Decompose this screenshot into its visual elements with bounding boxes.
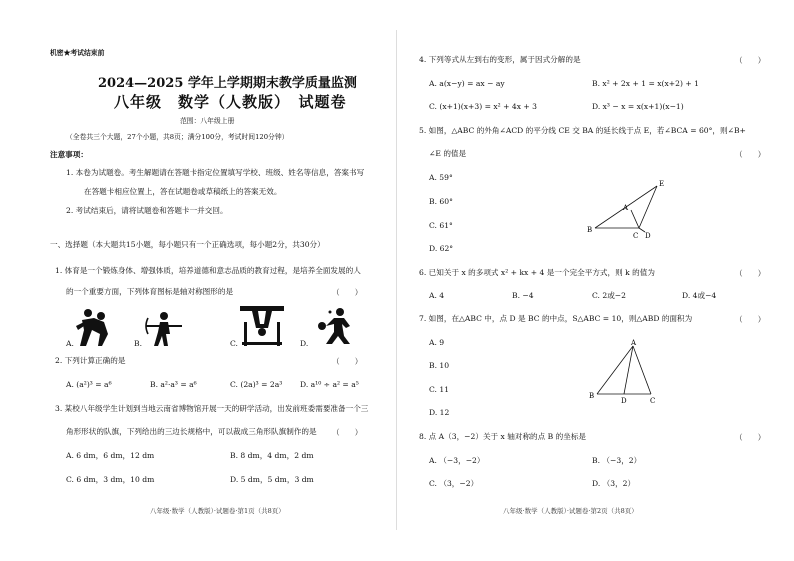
question-1-line1: 1. 体育是一个锻炼身体、增强体质，培养道德和意志品质的教育过程，是培养全面发展的人 [55,266,361,275]
q7-triangle-figure [587,338,667,406]
table-tennis-icon [316,306,360,346]
question-3-line2: 角形形状的队旗，下列给出的三边长规格中，可以裁成三角形队旗制作的是 [66,427,317,436]
answer-paren: （ ） [735,269,766,278]
notice-1a: 1. 本卷为试题卷。考生解题请在答题卡指定位置填写学校、班级、姓名等信息，答案书写 [66,168,365,177]
question-3-line1: 3. 某校八年级学生计划到当地云南省博物馆开展一天的研学活动，出发前班委需要准备一个三 [55,404,369,413]
exam-scope: 范围：八年级上册 [180,117,235,125]
q6-option-a: A. 4 [429,291,445,300]
answer-paren: （ ） [332,288,363,297]
answer-paren: （ ） [735,150,766,159]
answer-paren: （ ） [735,433,766,442]
q3-option-c: C. 6 dm，3 dm，10 dm [66,475,155,484]
question-2: 2. 下列计算正确的是 [55,356,126,365]
q4-option-a: A. a(x−y) = ax − ay [429,79,505,88]
label-a: A [623,204,629,212]
q3-option-b: B. 8 dm，4 dm，2 dm [230,451,314,460]
exam-subtitle: 八年级 数学（人教版） 试题卷 [114,93,347,111]
question-6: 6. 已知关于 x 的多项式 x² + kx + 4 是一个完全平方式，则 k 的值为 [419,268,655,277]
question-5-line2: ∠E 的值是 [429,149,467,158]
answer-paren: （ ） [332,357,363,366]
label-e: E [659,180,665,188]
label-a: A [631,339,637,347]
page-2 [397,0,794,561]
q1-option-c: C. [230,339,238,348]
label-d: D [621,397,627,405]
q4-option-b: B. x² + 2x + 1 = x(x+2) + 1 [592,79,699,88]
answer-paren: （ ） [735,315,766,324]
q8-option-d: D. （3，2） [592,479,636,488]
label-d: D [645,232,651,240]
notice-title: 注意事项： [50,150,88,159]
question-1-line2: 的一个重要方面，下列体育图标是轴对称图形的是 [66,287,234,296]
answer-paren: （ ） [332,428,363,437]
question-7: 7. 如图，在△ABC 中，点 D 是 BC 的中点，S△ABC = 10，则△ABD 的面积为 [419,314,693,323]
q2-option-c: C. (2a)³ = 2a³ [230,380,283,389]
q3-option-d: D. 5 dm，5 dm，3 dm [230,475,314,484]
q5-option-c: C. 61° [429,221,453,230]
notice-1b: 在答题卡相应位置上，答在试题卷或草稿纸上的答案无效。 [84,187,282,196]
q6-option-d: D. 4或−4 [682,291,717,300]
section-1-heading: 一、选择题（本大题共15小题，每小题只有一个正确选项，每小题2分，共30分） [50,240,325,249]
q8-option-c: C. （3，−2） [429,479,479,488]
q4-option-d: D. x³ − x = x(x+1)(x−1) [592,102,684,111]
label-b: B [587,226,593,234]
q2-option-b: B. a²·a³ = a⁶ [150,380,197,389]
q5-triangle-figure [587,176,697,240]
label-b: B [589,392,595,400]
q8-option-a: A. （−3，−2） [429,456,485,465]
q6-option-b: B. −4 [512,291,534,300]
q7-option-c: C. 11 [429,385,450,394]
q3-option-a: A. 6 dm，6 dm，12 dm [66,451,155,460]
q8-option-b: B. （−3，2） [592,456,642,465]
gymnastics-icon [238,302,286,348]
notice-2: 2. 考试结束后，请将试题卷和答题卡一并交回。 [66,206,228,215]
label-c: C [650,397,656,405]
wrestling-icon [74,306,114,348]
question-5-line1: 5. 如图，△ABC 的外角∠ACD 的平分线 CE 交 BA 的延长线于点 E，若∠BCA = 60°，则∠B+ [419,126,746,135]
archery-icon [144,310,184,348]
q5-option-a: A. 59° [429,173,453,182]
q6-option-c: C. 2或−2 [592,291,626,300]
q1-option-b: B. [134,339,142,348]
question-8: 8. 点 A（3，−2）关于 x 轴对称的点 B 的坐标是 [419,432,587,441]
q7-option-b: B. 10 [429,361,450,370]
question-4: 4. 下列等式从左到右的变形，属于因式分解的是 [419,55,581,64]
page-footer: 八年级·数学（人教版）·试题卷·第2页（共8页） [503,507,638,515]
exam-info: （全卷共三个大题，27个小题，共8页；满分100分，考试时间120分钟） [66,133,289,141]
q5-option-d: D. 62° [429,244,454,253]
q7-option-d: D. 12 [429,408,450,417]
q5-option-b: B. 60° [429,197,453,206]
q1-option-d: D. [300,339,309,348]
page-footer: 八年级·数学（人教版）·试题卷·第1页（共8页） [150,507,285,515]
answer-paren: （ ） [735,56,766,65]
confidential-mark: 机密★考试结束前 [50,49,105,57]
label-c: C [633,232,639,240]
q1-option-a: A. [66,339,74,348]
q7-option-a: A. 9 [429,338,445,347]
q2-option-a: A. (a²)³ = a⁶ [66,380,112,389]
q2-option-d: D. a¹⁰ ÷ a² = a⁵ [300,380,359,389]
exam-title: 2024—2025 学年上学期期末教学质量监测 [98,76,357,91]
q4-option-c: C. (x+1)(x+3) = x² + 4x + 3 [429,102,538,111]
